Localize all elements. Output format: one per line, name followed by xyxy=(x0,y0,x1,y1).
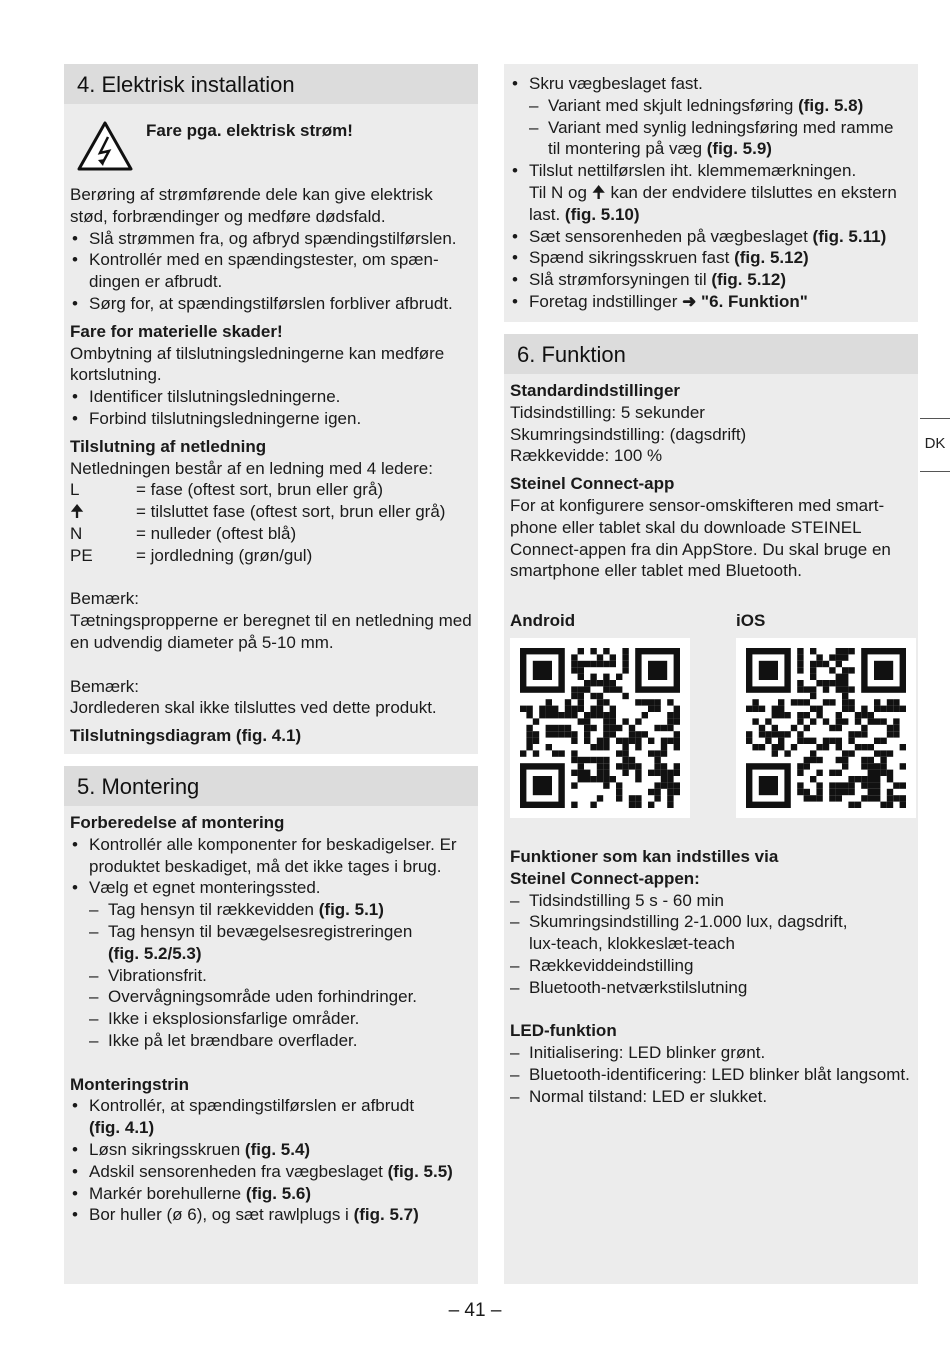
language-tab: DK xyxy=(920,418,950,472)
subheading: Steinel Connect-app xyxy=(510,474,675,494)
subheading: Tilslutning af netledning xyxy=(70,436,267,456)
subheading: Standardindstillinger xyxy=(510,381,681,400)
paragraph: For at konfigurere sensor-omskifteren med smart-phone eller tablet skal du downloade STEINEL Connect-appen fra din AppStore. Du skal bruge en smartphone eller tablet med Bluetooth. xyxy=(510,495,891,581)
list-item: – Variant med synlig ledningsføring med ramme til montering på væg (fig. 5.9) xyxy=(510,117,912,161)
list-item: – Tag hensyn til bevægelsesregistreringen (fig. 5.2/5.3) xyxy=(70,921,472,965)
wire-row: 🠉 = tilsluttet fase (oftest sort, brun eller grå) xyxy=(70,502,446,522)
list-item: • Vælg et egnet monteringssted. xyxy=(70,877,472,899)
note: Tætningspropperne er beregnet til en netledning med en udvendig diameter på 5-10 mm. xyxy=(70,611,472,652)
list-item: • Sæt sensorenheden på vægbeslaget (fig. 5.11) xyxy=(510,226,912,248)
app-qr-codes xyxy=(504,596,918,818)
section-6-title: 6. Funktion xyxy=(504,334,918,374)
section-4-title: 4. Elektrisk installation xyxy=(64,64,478,104)
ios-qr-code-icon[interactable] xyxy=(736,638,916,818)
android-qr xyxy=(510,596,690,818)
list-item: – Normal tilstand: LED er slukket. xyxy=(510,1086,912,1108)
wire-row: L = fase (oftest sort, brun eller grå) xyxy=(70,480,384,500)
list-item: • Bor huller (ø 6), og sæt rawlplugs i (fig. 5.7) xyxy=(70,1204,472,1226)
default-setting: Skumringsindstilling: (dagsdrift) xyxy=(510,424,747,444)
default-setting: Tidsindstilling: 5 sekunder xyxy=(510,402,705,422)
list-item: – Bluetooth-identificering: LED blinker blåt langsomt. xyxy=(510,1064,912,1086)
list-item: – Tag hensyn til rækkevidden (fig. 5.1) xyxy=(70,899,472,921)
danger-warning xyxy=(64,104,478,184)
list-item: • Slå strømmen fra, og afbryd spændingstilførslen. xyxy=(70,228,472,250)
section-function xyxy=(504,334,918,1284)
list-item: – Bluetooth-netværkstilslutning xyxy=(510,977,912,999)
wire-row: N = nulleder (oftest blå) xyxy=(70,523,297,543)
list-item: – Tidsindstilling 5 s - 60 min xyxy=(510,890,912,912)
note-heading: Bemærk: xyxy=(70,589,139,609)
list-item: – Overvågningsområde uden forhindringer. xyxy=(70,986,472,1008)
ios-label: iOS xyxy=(736,611,766,631)
subheading: LED-funktion xyxy=(510,1021,617,1041)
section-electrical-installation xyxy=(64,64,478,754)
list-item: – Skumringsindstilling 2-1.000 lux, dagsdrift, lux-teach, klokkeslæt-teach xyxy=(510,911,912,955)
subheading: Fare for materielle skader! xyxy=(70,321,283,341)
list-item: • Sørg for, at spændingstilførslen forbliver afbrudt. xyxy=(70,293,472,315)
subheading: Funktioner som kan indstilles via Steinel Connect-appen: xyxy=(510,846,779,888)
paragraph: Ombytning af tilslutningsledningerne kan medføre kortslutning. xyxy=(70,343,445,385)
android-qr-code-icon[interactable] xyxy=(510,638,690,818)
default-setting: Rækkevidde: 100 % xyxy=(510,446,663,466)
section-mounting-continued xyxy=(504,64,918,322)
list-item: • Slå strømforsyningen til (fig. 5.12) xyxy=(510,269,912,291)
list-item: – Rækkeviddeindstilling xyxy=(510,955,912,977)
paragraph: Berøring af strømførende dele kan give elektrisk stød, forbrændinger og medføre dødsfald. xyxy=(70,185,433,226)
list-item: • Løsn sikringsskruen (fig. 5.4) xyxy=(70,1139,472,1161)
list-item: • Forbind tilslutningsledningerne igen. xyxy=(70,408,472,430)
note: Jordlederen skal ikke tilsluttes ved dette produkt. xyxy=(70,698,437,718)
list-item: • Spænd sikringsskruen fast (fig. 5.12) xyxy=(510,247,912,269)
list-item: • Tilslut nettilførslen iht. klemmemærkningen. Til N og 🠉 kan der endvidere tilsluttes en ekstern last. (fig. 5.10) xyxy=(510,160,912,225)
list-item: • Kontrollér med en spændingstester, om spæn- dingen er afbrudt. xyxy=(70,249,472,293)
high-voltage-warning-icon xyxy=(76,120,134,172)
wire-row: PE = jordledning (grøn/gul) xyxy=(70,545,313,565)
list-item: – Initialisering: LED blinker grønt. xyxy=(510,1042,912,1064)
note-heading: Bemærk: xyxy=(70,676,139,696)
arrow-up-icon: 🠉 xyxy=(70,502,85,522)
list-item: • Identificer tilslutningsledningerne. xyxy=(70,386,472,408)
list-item: • Adskil sensorenheden fra vægbeslaget (fig. 5.5) xyxy=(70,1161,472,1183)
list-item: • Kontrollér alle komponenter for beskadigelser. Er produktet beskadiget, må det ikke tages i brug. xyxy=(70,834,472,878)
page-number: – 41 – xyxy=(448,1300,502,1321)
list-item: • Foretag indstillinger ➜ "6. Funktion" xyxy=(510,291,912,313)
android-label: Android xyxy=(510,611,576,631)
list-item: – Variant med skjult ledningsføring (fig. 5.8) xyxy=(510,95,912,117)
list-item: – Ikke på let brændbare overflader. xyxy=(70,1030,472,1052)
subheading: Monteringstrin xyxy=(70,1074,189,1094)
list-item: • Kontrollér, at spændingstilførslen er afbrudt (fig. 4.1) xyxy=(70,1095,472,1139)
list-item: • Markér borehullerne (fig. 5.6) xyxy=(70,1183,472,1205)
ios-qr xyxy=(736,596,916,818)
section-mounting xyxy=(64,766,478,1284)
subheading: Forberedelse af montering xyxy=(70,813,285,832)
list-item: • Skru vægbeslaget fast. xyxy=(510,73,912,95)
list-item: – Ikke i eksplosionsfarlige områder. xyxy=(70,1008,472,1030)
list-item: – Vibrationsfrit. xyxy=(70,965,472,987)
diagram-reference: Tilslutningsdiagram (fig. 4.1) xyxy=(70,726,302,746)
paragraph: Netledningen består af en ledning med 4 ledere: xyxy=(70,458,433,478)
section-5-title: 5. Montering xyxy=(64,766,478,806)
warning-title: Fare pga. elektrisk strøm! xyxy=(146,121,353,140)
